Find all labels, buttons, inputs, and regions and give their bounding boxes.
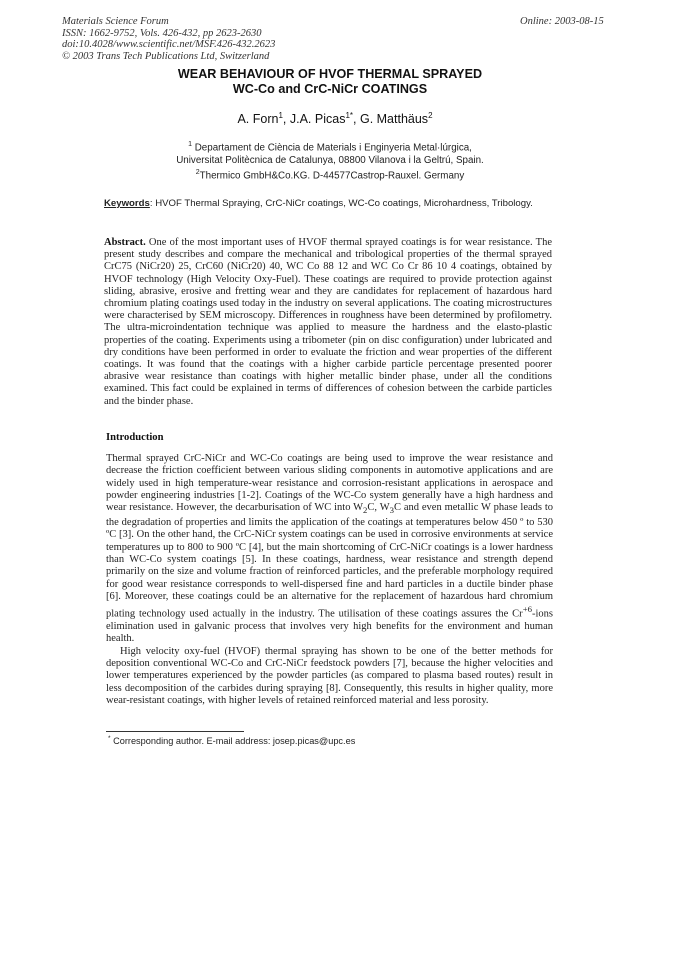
introduction-body	[106, 453, 553, 707]
affiliations	[130, 139, 530, 183]
title-line-1: WEAR BEHAVIOUR OF HVOF THERMAL SPRAYED	[177, 67, 483, 81]
intro-paragraph-2: High velocity oxy-fuel (HVOF) thermal spraying has shown to be one of the better methods for deposition conventional WC-Co and CrC-NiCr feedstock powders [7], because the higher velocities and lower temperatures experienced by the powder particles (as compared to plasma based routes) result in less decomposition of the carbides during spraying [8]. Consequently, this results in higher quality, more wear-resistant coatings, with higher levels of retained reinforced material and less porosity.	[106, 645, 553, 707]
copyright-line: © 2003 Trans Tech Publications Ltd, Switzerland	[62, 50, 270, 62]
author-list	[150, 111, 520, 126]
author-forn: A. Forn	[237, 112, 279, 127]
online-date: Online: 2003-08-15	[520, 16, 604, 27]
keywords-label: Keywords	[104, 198, 150, 209]
author-matthaus-affil: 2	[428, 111, 433, 120]
journal-name: Materials Science Forum	[62, 16, 169, 27]
keywords	[104, 198, 551, 211]
affiliation-2-marker: 2	[195, 169, 200, 177]
affiliation-1	[130, 139, 530, 155]
intro-p1-sub-1: 2	[363, 505, 368, 516]
intro-p1-text-c: C and even metallic W phase leads to the degradation of properties and limits the application of the coatings at temperatures below 450 º to 530 ºC [3]. On the other hand, the CrC-NiCr system coatings can be used in corrosive environments at service temperatures up to 800 to 900 ºC [4], but the main shortcoming of CrC-NiCr coatings is a lower hardness than WC-Co system coatings [5]. In these coatings, hardness, wear resistance and strength depend primarily on the size and volume fraction of reinforced particles, and the preferable morphology required for good wear resistance corresponds to well-dispersed fine and hard particles in a ductile binder phase [6]. Moreover, these coatings could be an alternative for the replacement of hazardous hard chromium plating technology used actually in the industry. The utilisation of these coatings assures the Cr	[106, 502, 553, 620]
title-line-2: WC-Co and CrC-NiCr COATINGS	[232, 82, 428, 96]
doi-line: doi:10.4028/www.scientific.net/MSF.426-432.2623	[62, 39, 276, 51]
intro-p1-text-b: C, W	[367, 502, 390, 514]
abstract	[104, 237, 552, 408]
abstract-label: Abstract.	[104, 237, 146, 248]
affiliation-2-text: Thermico GmbH&Co.KG. D-44577Castrop-Rauxel. Germany	[199, 170, 465, 182]
intro-p1-text-d: -ions elimination used in galvanic process that involves very high benefits for the environment and human health.	[106, 608, 553, 645]
author-separator: ,	[282, 112, 290, 127]
issn-line: ISSN: 1662-9752, Vols. 426-432, pp 2623-2630	[62, 27, 262, 39]
author-matthaus: G. Matthäus	[359, 112, 429, 127]
affiliation-1-text: Departament de Ciència de Materials i Enginyeria Metal·lúrgica,	[192, 142, 472, 154]
author-picas: J.A. Picas	[289, 112, 346, 127]
keywords-text: : HVOF Thermal Spraying, CrC-NiCr coatings, WC-Co coatings, Microhardness, Tribology.	[149, 198, 533, 209]
intro-paragraph-1	[106, 453, 553, 646]
author-forn-affil: 1	[278, 111, 283, 120]
footnote-text: Corresponding author. E-mail address: josep.picas@upc.es	[110, 736, 356, 747]
footnote	[108, 735, 408, 746]
footnote-divider	[106, 731, 244, 732]
paper-title	[100, 67, 560, 97]
journal-header	[62, 16, 392, 62]
intro-p1-sub-2: 3	[389, 505, 395, 516]
affiliation-2	[130, 167, 530, 183]
section-heading-introduction: Introduction	[106, 432, 164, 443]
author-picas-affil: 1*	[345, 111, 354, 120]
author-separator: ,	[353, 112, 360, 127]
footnote-marker: *	[108, 735, 111, 742]
abstract-text: One of the most important uses of HVOF thermal sprayed coatings is for wear resistance. The present study describes and compare the mechanical and tribological properties of the thermal sprayed CrC75 (NiCr20) 25, CrC60 (NiCr20) 40, WC Co 88 12 and WC Co Cr 86 10 4 coatings, obtained by HVOF technology (High Velocity Oxy-Fuel). These coatings are required to provide protection against sliding, abrasive, erosive and fretting wear and they are candidates for replacement of hazardous hard chromium plating coatings used today in the industry on several applications. The coating microstructures were characterised by SEM microscopy. Differences in roughness have been determined by profilometry. The ultra-microindentation technique was applied to measure the hardness and the elasto-plastic properties of the coating. Experiments using a tribometer (pin on disc configuration) under lubricated and dry conditions have been performed in order to evaluate the friction and wear properties of the different coatings. It was found that the coatings with a higher carbide particle percentage presented poorer abrasive wear resistance than coatings with higher metallic binder phase, under all the conditions examined. This fact could be explained in terms of differences of cohesion between the carbide particles and the binder phase.	[104, 237, 552, 407]
affiliation-1-cont: Universitat Politècnica de Catalunya, 08800 Vilanova i la Geltrú, Spain.	[176, 154, 484, 166]
affiliation-1-marker: 1	[188, 141, 192, 148]
intro-p1-text-a: Thermal sprayed CrC-NiCr and WC-Co coatings are being used to improve the wear resistance and decrease the friction coefficient between various sliding components in automotive applications and are widely used in high temperature-wear resistance and corrosion-resistant applications in aerospace and powder engineering industries [1-2]. Coatings of the WC-Co system generally have a high hardness and wear resistance. However, the decarburisation of WC into W	[106, 453, 553, 514]
intro-p1-sup: +6	[522, 604, 532, 615]
